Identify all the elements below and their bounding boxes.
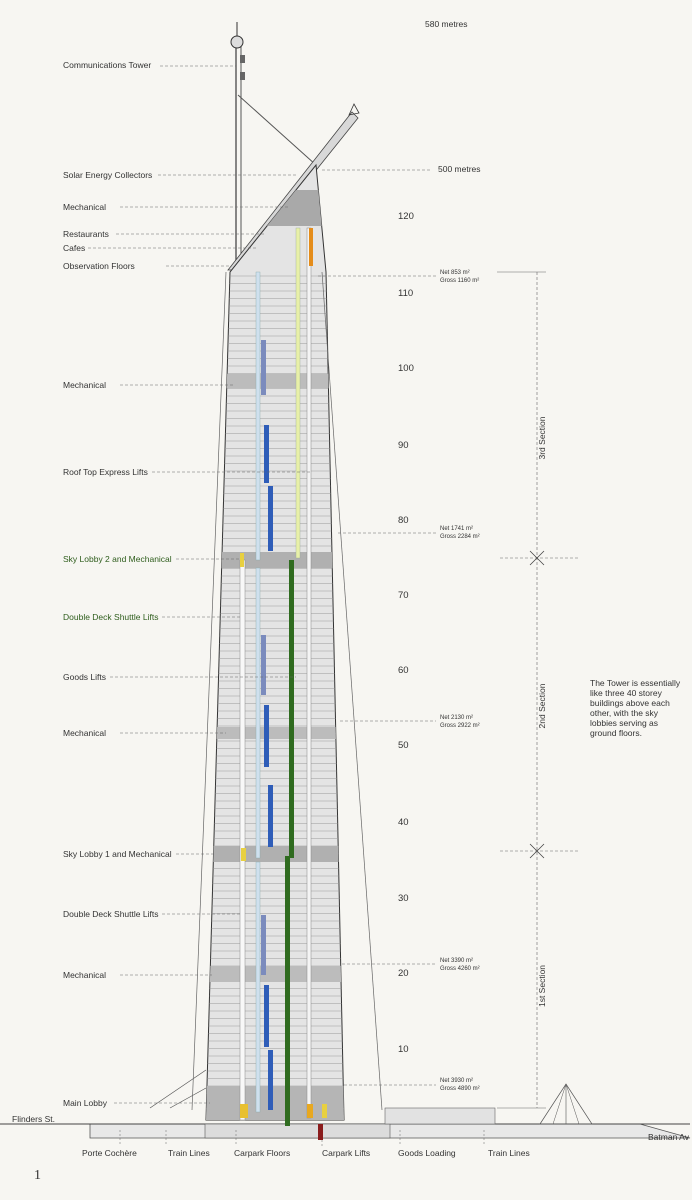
label-communications-tower: Communications Tower bbox=[63, 60, 152, 70]
label-batman-av: Batman Av bbox=[648, 1132, 689, 1142]
label-cafes: Cafes bbox=[63, 243, 86, 253]
floor-number: 100 bbox=[398, 363, 414, 374]
area-net: Net 853 m² bbox=[440, 270, 470, 276]
height-580: 580 metres bbox=[425, 19, 468, 29]
label-3rd-section: 3rd Section bbox=[537, 416, 547, 460]
tower-body bbox=[192, 165, 382, 1126]
floor-numbers bbox=[398, 211, 414, 1055]
label-restaurants: Restaurants bbox=[63, 229, 109, 239]
label-1st-section: 1st Section bbox=[537, 964, 547, 1008]
label-solar-energy-collectors: Solar Energy Collectors bbox=[63, 170, 153, 180]
area-net: Net 1741 m² bbox=[440, 526, 474, 532]
floor-number: 30 bbox=[398, 893, 409, 904]
area-net: Net 3930 m² bbox=[440, 1078, 474, 1084]
section-dimensions bbox=[497, 272, 580, 1108]
label-double-deck-shuttle-lifts-lower: Double Deck Shuttle Lifts bbox=[63, 909, 159, 919]
label-train-lines-left: Train Lines bbox=[168, 1148, 210, 1158]
floor-number: 120 bbox=[398, 211, 414, 222]
label-2nd-section: 2nd Section bbox=[537, 683, 547, 729]
floor-number: 80 bbox=[398, 515, 409, 526]
floor-number: 60 bbox=[398, 665, 409, 676]
label-goods-lifts: Goods Lifts bbox=[63, 672, 106, 682]
floor-number: 90 bbox=[398, 440, 409, 451]
area-net: Net 2130 m² bbox=[440, 715, 474, 721]
area-gross: Gross 2284 m² bbox=[440, 534, 480, 540]
area-gross: Gross 4890 m² bbox=[440, 1086, 480, 1092]
label-mechanical-upper: Mechanical bbox=[63, 380, 106, 390]
label-double-deck-shuttle-lifts-upper: Double Deck Shuttle Lifts bbox=[63, 612, 159, 622]
label-mechanical-top: Mechanical bbox=[63, 202, 106, 212]
label-train-lines-right: Train Lines bbox=[488, 1148, 530, 1158]
label-main-lobby: Main Lobby bbox=[63, 1098, 107, 1108]
tower-note: The Tower is essentially like three 40 storey buildings above each other, with the sky lobbies serving as ground floors. bbox=[590, 678, 681, 738]
floor-number: 40 bbox=[398, 817, 409, 828]
label-goods-loading: Goods Loading bbox=[398, 1148, 456, 1158]
label-porte-cochere: Porte Cochère bbox=[82, 1148, 137, 1158]
area-net: Net 3390 m² bbox=[440, 958, 474, 964]
floor-number: 70 bbox=[398, 590, 409, 601]
label-roof-top-express-lifts: Roof Top Express Lifts bbox=[63, 467, 148, 477]
floor-number: 20 bbox=[398, 968, 409, 979]
label-sky-lobby-2: Sky Lobby 2 and Mechanical bbox=[63, 554, 172, 564]
page-number: 1 bbox=[34, 1168, 41, 1183]
floor-number: 50 bbox=[398, 740, 409, 751]
label-mechanical-middle: Mechanical bbox=[63, 728, 106, 738]
label-mechanical-lower: Mechanical bbox=[63, 970, 106, 980]
floor-number: 10 bbox=[398, 1044, 409, 1055]
area-gross: Gross 2922 m² bbox=[440, 723, 480, 729]
height-500: 500 metres bbox=[438, 164, 481, 174]
label-flinders-st: Flinders St. bbox=[12, 1114, 55, 1124]
label-carpark-floors: Carpark Floors bbox=[234, 1148, 291, 1158]
area-gross: Gross 4260 m² bbox=[440, 966, 480, 972]
floor-number: 110 bbox=[398, 288, 414, 299]
label-sky-lobby-1: Sky Lobby 1 and Mechanical bbox=[63, 849, 172, 859]
label-observation-floors: Observation Floors bbox=[63, 261, 135, 271]
label-carpark-lifts: Carpark Lifts bbox=[322, 1148, 371, 1158]
area-gross: Gross 1160 m² bbox=[440, 278, 480, 284]
